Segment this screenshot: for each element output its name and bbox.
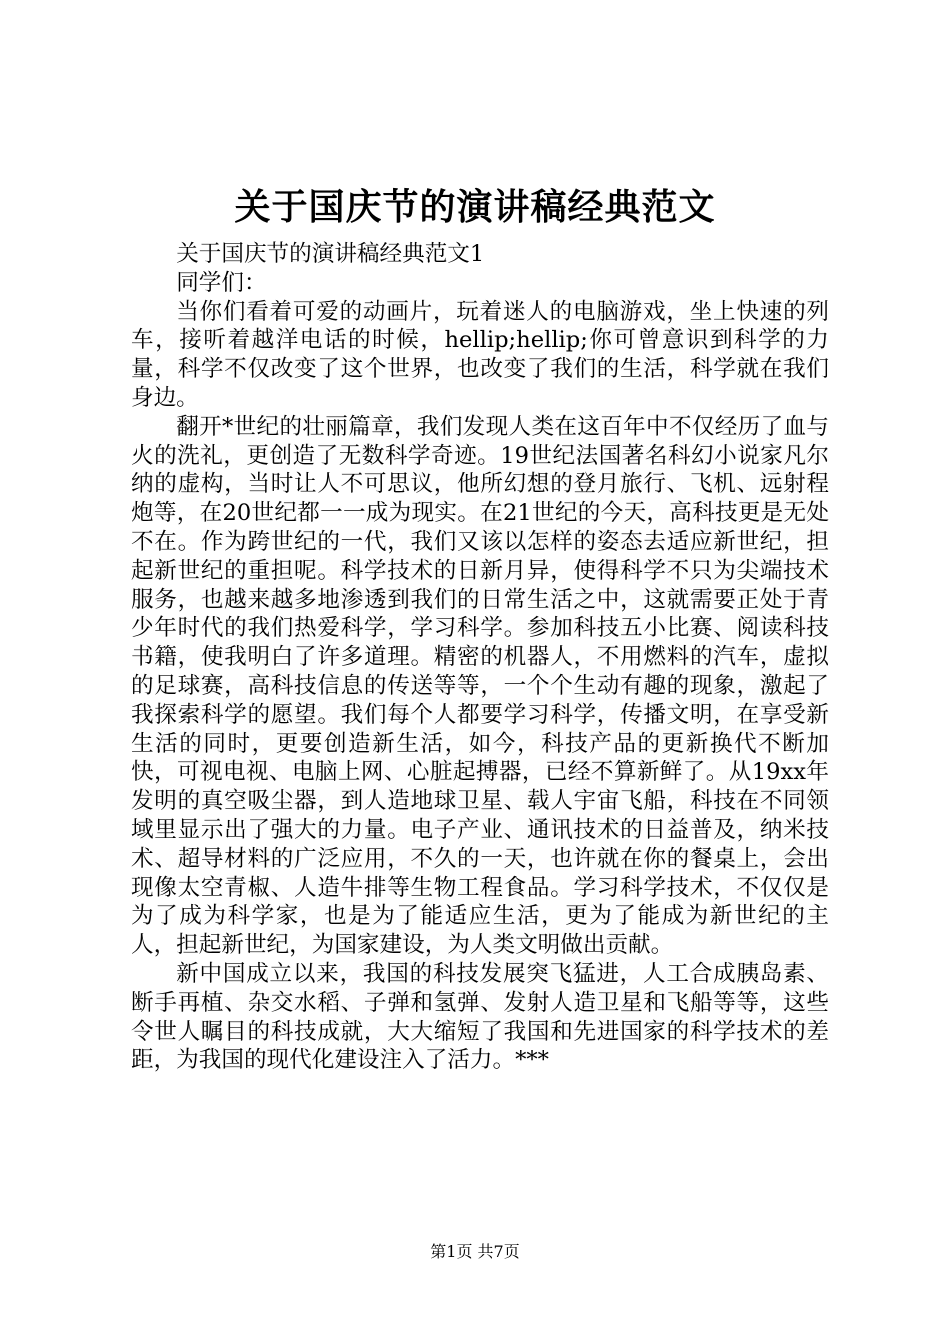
document-body <box>131 240 829 1075</box>
body-paragraph: 新中国成立以来，我国的科技发展突飞猛进，人工合成胰岛素、断手再植、杂交水稻、子弹和氢弹、发射人造卫星和飞船等等，这些令世人瞩目的科技成就，大大缩短了我国和先进国家的科学技术的差距，为我国的现代化建设注入了活力。*** <box>131 960 829 1074</box>
body-paragraph: 当你们看着可爱的动画片，玩着迷人的电脑游戏，坐上快速的列车，接听着越洋电话的时候，hellip;hellip;你可曾意识到科学的力量，科学不仅改变了这个世界，也改变了我们的生活，科学就在我们身边。 <box>131 298 829 411</box>
document-title: 关于国庆节的演讲稿经典范文 <box>234 186 716 228</box>
subtitle-paragraph: 关于国庆节的演讲稿经典范文1 <box>176 241 485 267</box>
salutation-paragraph: 同学们： <box>176 269 267 296</box>
page-number-footer: 第1页 共7页 <box>430 1242 520 1261</box>
body-paragraph: 翻开*世纪的壮丽篇章，我们发现人类在这百年中不仅经历了血与火的洗礼，更创造了无数科学奇迹。19世纪法国著名科幻小说家凡尔纳的虚构，当时让人不可思议，他所幻想的登月旅行、飞机、远射程炮等，在20世纪都一一成为现实。在21世纪的今天，高科技更是无处不在。作为跨世纪的一代，我们又该以怎样的姿态去适应新世纪，担起新世纪的重担呢。科学技术的日新月异，使得科学不只为尖端技术服务，也越来越多地渗透到我们的日常生活之中，这就需要正处于青少年时代的我们热爱科学，学习科学。参加科技五小比赛、阅读科技书籍，使我明白了许多道理。精密的机器人，不用燃料的汽车，虚拟的足球赛，高科技信息的传送等等，一个个生动有趣的现象，激起了我探索科学的愿望。我们每个人都要学习科学，传播文明，在享受新生活的同时，更要创造新生活，如今，科技产品的更新换代不断加快，可视电视、电脑上网、心脏起搏器，已经不算新鲜了。从19xx年发明的真空吸尘器，到人造地球卫星、载人宇宙飞船，科技在不同领域里显示出了强大的力量。电子产业、通讯技术的日益普及，纳米技术、超导材料的广泛应用，不久的一天，也许就在你的餐桌上，会出现像太空青椒、人造牛排等生物工程食品。学习科学技术，不仅仅是为了成为科学家，也是为了能适应生活，更为了能成为新世纪的主人，担起新世纪，为国家建设，为人类文明做出贡献。 <box>131 413 829 959</box>
